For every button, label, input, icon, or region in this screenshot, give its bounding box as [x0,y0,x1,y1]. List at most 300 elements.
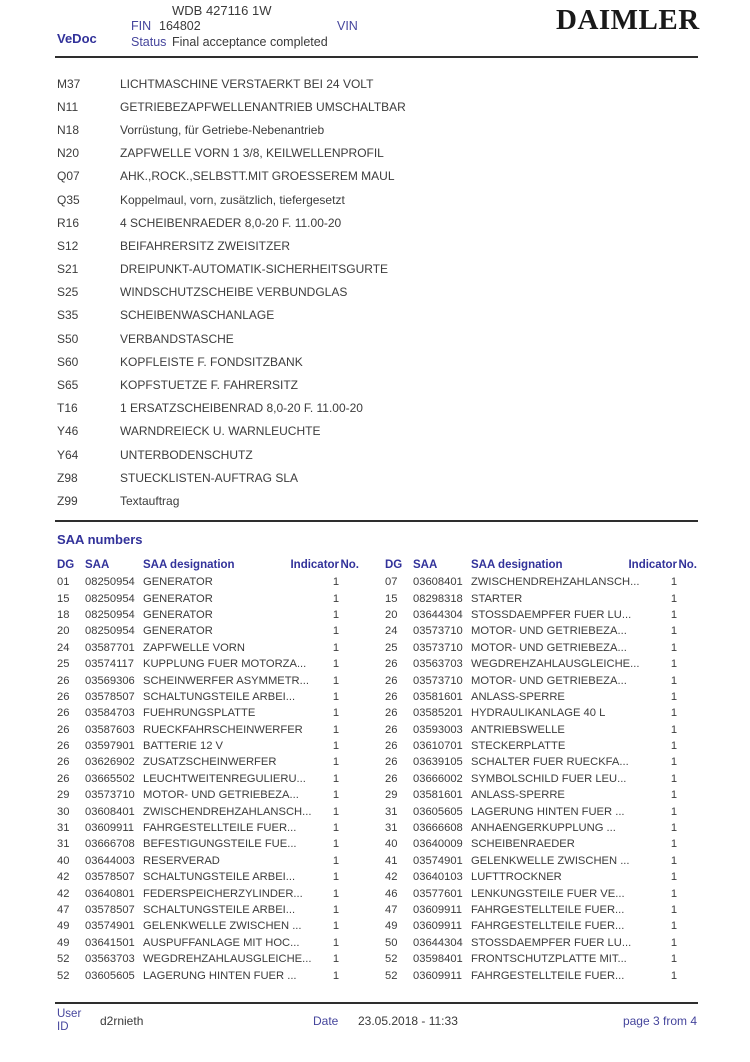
saa-row [57,705,359,721]
saa-row [57,607,359,623]
saa-section-title: SAA numbers [57,532,143,547]
saa-row-no: 1 [332,772,340,785]
saa-row-saa: 03605605 [413,805,463,818]
saa-row-saa: 03574901 [85,920,135,933]
saa-row-no: 1 [332,920,340,933]
saa-row [385,967,697,983]
equipment-code-row [57,118,657,141]
saa-row-designation: FAHRGESTELLTEILE FUER... [471,969,625,982]
column-header-saa: SAA [85,559,110,571]
saa-row [385,853,697,869]
saa-row-no: 1 [670,674,678,687]
saa-row [385,705,697,721]
date-value: 23.05.2018 - 11:33 [358,1014,458,1028]
saa-row-dg: 26 [385,740,398,753]
saa-row-dg: 31 [57,822,70,835]
saa-row-no: 1 [332,969,340,982]
saa-row [57,820,359,836]
equipment-code-row [57,142,657,165]
saa-row-saa: 03666002 [413,772,463,785]
saa-row-saa: 03585201 [413,707,463,720]
saa-row-designation: STECKERPLATTE [471,740,566,753]
equipment-code-row-designation: ZAPFWELLE VORN 1 3/8, KEILWELLENPROFIL [120,146,384,161]
equipment-code-row-code: S25 [57,285,79,300]
saa-row-no: 1 [670,690,678,703]
equipment-code-row [57,373,657,396]
saa-table-right-body [385,574,697,984]
saa-row [385,754,697,770]
saa-row-dg: 47 [57,904,70,916]
saa-row-dg: 52 [57,969,70,982]
saa-row-designation: FEDERSPEICHERZYLINDER... [143,887,303,900]
equipment-code-row-designation: SCHEIBENWASCHANLAGE [120,308,275,323]
saa-row-dg: 50 [385,936,398,949]
saa-row-no: 1 [670,936,678,949]
saa-row-dg: 18 [57,608,70,621]
saa-row-dg: 31 [385,822,398,835]
saa-row-designation: ANHAENGERKUPPLUNG ... [471,822,616,835]
vin-label: VIN [337,19,358,33]
saa-row-designation: STARTER [471,592,523,605]
equipment-code-row-code: R16 [57,215,80,230]
saa-row-no: 1 [332,740,340,753]
saa-row-saa: 03608401 [413,576,463,589]
saa-row-no: 1 [670,576,678,589]
saa-row-designation: LAGERUNG HINTEN FUER ... [471,805,625,818]
saa-row-dg: 40 [385,838,398,851]
saa-row-designation: SCHALTUNGSTEILE ARBEI... [143,904,296,916]
equipment-code-row-designation: 1 ERSATZSCHEIBENRAD 8,0-20 F. 11.00-20 [120,401,363,416]
saa-row-saa: 03609911 [413,969,462,982]
saa-row-dg: 24 [57,641,70,654]
saa-row-dg: 26 [57,756,70,769]
saa-row-no: 1 [332,887,340,900]
equipment-code-row [57,211,657,234]
column-header-indicator: Indicator [290,559,340,571]
saa-row-dg: 46 [385,887,398,900]
saa-row-no: 1 [332,904,340,916]
equipment-code-row-designation: DREIPUNKT-AUTOMATIK-SICHERHEITSGURTE [120,262,389,277]
saa-row-saa: 03639105 [413,756,463,769]
saa-row-saa: 03573710 [413,641,463,654]
equipment-code-row-code: N18 [57,122,80,137]
equipment-code-row [57,489,657,512]
column-header-designation: SAA designation [471,559,563,571]
saa-row [57,672,359,688]
saa-row-saa: 03640801 [85,887,135,900]
daimler-logo: DAIMLER [556,4,700,36]
column-header-indicator: Indicator [628,559,678,571]
saa-row-dg: 26 [385,772,398,785]
saa-row-no: 1 [332,707,340,720]
saa-row-no: 1 [670,592,678,605]
saa-row [385,640,697,656]
equipment-code-row [57,188,657,211]
saa-row-saa: 03609911 [85,822,134,835]
saa-row-dg: 41 [385,854,398,867]
saa-row-designation: MOTOR- UND GETRIEBEZA... [471,625,627,638]
equipment-code-row-designation: WINDSCHUTZSCHEIBE VERBUNDGLAS [120,285,348,300]
saa-row-dg: 26 [385,707,398,720]
saa-row-designation: ZAPFWELLE VORN [143,641,245,654]
user-id-value: d2rnieth [100,1014,144,1028]
saa-row-designation: GELENKWELLE ZWISCHEN ... [143,920,302,933]
saa-row-saa: 03640103 [413,871,463,884]
saa-row-saa: 03605605 [85,969,135,982]
equipment-code-row-code: Z98 [57,470,78,485]
saa-row-saa: 03563703 [413,658,463,671]
equipment-code-row-code: S21 [57,262,79,277]
equipment-code-row [57,72,657,95]
saa-row [57,836,359,852]
saa-row-dg: 26 [385,756,398,769]
equipment-code-row [57,281,657,304]
saa-row-dg: 26 [385,674,398,687]
saa-row-saa: 03581601 [413,690,463,703]
saa-row-designation: MOTOR- UND GETRIEBEZA... [471,641,627,654]
saa-table-right [385,556,697,984]
saa-row [385,935,697,951]
saa-row-designation: ANLASS-SPERRE [471,690,565,703]
equipment-code-row [57,95,657,118]
equipment-code-row-designation: VERBANDSTASCHE [120,331,234,346]
saa-row-dg: 20 [385,608,398,621]
vehicle-model-number: WDB 427116 1W [172,3,272,18]
saa-row-no: 1 [670,625,678,638]
saa-row-no: 1 [332,953,340,966]
saa-row-saa: 03581601 [413,789,463,802]
saa-row-saa: 08250954 [85,576,135,589]
saa-row [385,623,697,639]
saa-row-no: 1 [670,838,678,851]
saa-row [385,787,697,803]
equipment-code-row-code: Y64 [57,447,79,462]
equipment-code-row-designation: AHK.,ROCK.,SELBSTT.MIT GROESSEREM MAUL [120,169,395,184]
fin-label: FIN [131,19,152,33]
saa-row-dg: 47 [385,904,398,916]
saa-row-designation: SCHALTUNGSTEILE ARBEI... [143,871,296,884]
saa-row-dg: 01 [57,576,70,589]
saa-row-saa: 03644003 [85,854,135,867]
saa-row-no: 1 [332,756,340,769]
saa-row [57,951,359,967]
saa-row-saa: 03574117 [85,658,134,671]
saa-row-no: 1 [332,576,340,589]
saa-row-dg: 26 [57,723,70,736]
status-label: Status [131,35,167,49]
saa-row-saa: 03573710 [85,789,135,802]
saa-row-designation: LAGERUNG HINTEN FUER ... [143,969,297,982]
saa-row-dg: 26 [385,658,398,671]
saa-row [57,574,359,590]
saa-row [57,935,359,951]
saa-row-dg: 07 [385,576,398,589]
saa-row [385,902,697,918]
saa-row [57,771,359,787]
saa-row [385,590,697,606]
saa-row-designation: MOTOR- UND GETRIEBEZA... [471,674,627,687]
saa-row-designation: FAHRGESTELLTEILE FUER... [471,904,625,916]
saa-row [385,836,697,852]
saa-row-designation: BATTERIE 12 V [143,740,223,753]
saa-row [385,738,697,754]
saa-row-dg: 42 [57,871,70,884]
saa-row-designation: MOTOR- UND GETRIEBEZA... [143,789,299,802]
saa-row-dg: 26 [57,674,70,687]
equipment-code-row [57,304,657,327]
saa-row-no: 1 [670,608,678,621]
saa-row-no: 1 [332,871,340,884]
saa-row-dg: 42 [385,871,398,884]
saa-table-left [57,556,359,984]
saa-row-no: 1 [332,723,340,736]
saa-row [385,951,697,967]
saa-row-dg: 26 [385,690,398,703]
saa-row-no: 1 [332,690,340,703]
saa-row-dg: 26 [57,690,70,703]
equipment-code-row-designation: WARNDREIECK U. WARNLEUCHTE [120,424,321,439]
saa-row-dg: 52 [57,953,70,966]
equipment-code-row-designation: UNTERBODENSCHUTZ [120,447,253,462]
saa-row-designation: WEGDREHZAHLAUSGLEICHE... [471,658,640,671]
equipment-code-row-designation: Textauftrag [120,493,180,508]
saa-row-no: 1 [332,936,340,949]
saa-row [385,574,697,590]
saa-row-saa: 03609911 [413,920,462,933]
saa-row-designation: FRONTSCHUTZPLATTE MIT... [471,953,627,966]
saa-row-saa: 03563703 [85,953,135,966]
header-divider [55,56,698,58]
app-title: VeDoc [57,31,97,46]
date-label: Date [313,1014,339,1028]
page-indicator: page 3 from 4 [622,1014,697,1028]
saa-row-saa: 03587603 [85,723,135,736]
saa-row-dg: 52 [385,953,398,966]
saa-row-no: 1 [670,871,678,884]
saa-row-saa: 03584703 [85,707,135,720]
saa-row-designation: FUEHRUNGSPLATTE [143,707,256,720]
saa-row-saa: 03665502 [85,772,135,785]
equipment-code-row [57,420,657,443]
column-header-dg: DG [57,559,75,571]
saa-section-divider [55,520,698,522]
equipment-code-row-code: S12 [57,238,79,253]
saa-row-saa: 08250954 [85,608,135,621]
equipment-code-row [57,443,657,466]
saa-row-dg: 49 [57,920,70,933]
saa-row-designation: RUECKFAHRSCHEINWERFER [143,723,303,736]
saa-row-saa: 03610701 [413,740,463,753]
equipment-code-row-code: S65 [57,378,79,393]
saa-table-right-header [385,556,697,574]
saa-row-designation: STOSSDAEMPFER FUER LU... [471,936,632,949]
saa-row-no: 1 [332,822,340,835]
saa-row-dg: 26 [57,740,70,753]
saa-row-dg: 30 [57,805,70,818]
equipment-code-row [57,327,657,350]
saa-row-saa: 03644304 [413,608,463,621]
saa-row-dg: 15 [57,592,70,605]
saa-row-designation: ZWISCHENDREHZAHLANSCH... [471,576,640,589]
saa-row-saa: 03573710 [413,625,463,638]
equipment-code-row-designation: LICHTMASCHINE VERSTAERKT BEI 24 VOLT [120,76,374,91]
equipment-code-row-designation: KOPFSTUETZE F. FAHRERSITZ [120,378,299,393]
saa-row-saa: 03577601 [413,887,463,900]
saa-row-no: 1 [670,707,678,720]
saa-row-saa: 08298318 [413,592,463,605]
equipment-code-row-code: S60 [57,354,79,369]
saa-table-left-header [57,556,359,574]
saa-row-designation: SYMBOLSCHILD FUER LEU... [471,772,627,785]
saa-row-dg: 26 [57,772,70,785]
saa-row-designation: FAHRGESTELLTEILE FUER... [471,920,625,933]
saa-row-no: 1 [332,658,340,671]
saa-row-saa: 03574901 [413,854,463,867]
saa-row-dg: 40 [57,854,70,867]
saa-row-dg: 15 [385,592,398,605]
saa-row [385,672,697,688]
saa-row-dg: 25 [57,658,70,671]
equipment-code-row-designation: KOPFLEISTE F. FONDSITZBANK [120,354,303,369]
saa-row-designation: SCHALTUNGSTEILE ARBEI... [143,690,296,703]
saa-row-dg: 25 [385,641,398,654]
saa-row-designation: LUFTTROCKNER [471,871,562,884]
saa-row-designation: STOSSDAEMPFER FUER LU... [471,608,632,621]
saa-row [57,967,359,983]
saa-row [385,771,697,787]
saa-row-designation: KUPPLUNG FUER MOTORZA... [143,658,307,671]
saa-row-no: 1 [670,854,678,867]
column-header-dg: DG [385,559,403,571]
saa-row-saa: 03641501 [85,936,135,949]
saa-row-no: 1 [332,608,340,621]
saa-row-saa: 08250954 [85,625,135,638]
saa-row-no: 1 [670,789,678,802]
saa-row [57,853,359,869]
saa-row-no: 1 [670,756,678,769]
saa-row-designation: SCHEIBENRAEDER [471,838,575,851]
saa-row-saa: 08250954 [85,592,135,605]
saa-row-designation: FAHRGESTELLTEILE FUER... [143,822,297,835]
equipment-code-row-designation: STUECKLISTEN-AUFTRAG SLA [120,470,299,485]
status-value: Final acceptance completed [172,35,328,49]
equipment-code-row-designation: BEIFAHRERSITZ ZWEISITZER [120,238,291,253]
saa-row-saa: 03587701 [85,641,135,654]
saa-row-designation: AUSPUFFANLAGE MIT HOC... [143,936,300,949]
saa-row-no: 1 [670,904,678,916]
saa-row-no: 1 [670,723,678,736]
equipment-code-row-designation: Koppelmaul, vorn, zusätzlich, tiefergesetzt [120,192,345,207]
saa-row-no: 1 [332,838,340,851]
saa-row [385,869,697,885]
saa-row-designation: ANTRIEBSWELLE [471,723,565,736]
saa-row-dg: 29 [57,789,70,802]
saa-row-designation: ZWISCHENDREHZAHLANSCH... [143,805,312,818]
fin-value: 164802 [159,19,201,33]
saa-row-saa: 03666608 [413,822,463,835]
saa-row [385,820,697,836]
saa-row-no: 1 [670,658,678,671]
equipment-code-row-designation: 4 SCHEIBENRAEDER 8,0-20 F. 11.00-20 [120,215,342,230]
saa-row [57,787,359,803]
equipment-code-row-code: N20 [57,146,80,161]
saa-row-no: 1 [670,953,678,966]
equipment-code-row-code: M37 [57,76,81,91]
saa-row-designation: BEFESTIGUNGSTEILE FUE... [143,838,297,851]
saa-row-designation: ZUSATZSCHEINWERFER [143,756,277,769]
saa-row-dg: 31 [57,838,70,851]
saa-row [57,754,359,770]
saa-row-designation: GENERATOR [143,625,213,638]
saa-row-saa: 03626902 [85,756,135,769]
saa-row-no: 1 [332,674,340,687]
saa-row-saa: 03640009 [413,838,463,851]
column-header-saa: SAA [413,559,438,571]
saa-row [57,656,359,672]
equipment-code-row [57,165,657,188]
saa-row-saa: 03578507 [85,904,135,916]
saa-row-designation: SCHEINWERFER ASYMMETR... [143,674,309,687]
user-id-label: User ID [57,1008,82,1033]
saa-row-saa: 03666708 [85,838,135,851]
saa-row-no: 1 [332,805,340,818]
saa-table-left-body [57,574,359,984]
saa-row [385,885,697,901]
equipment-code-row-designation: Vorrüstung, für Getriebe-Nebenantrieb [120,122,325,137]
saa-row-dg: 26 [385,723,398,736]
saa-row-dg: 20 [57,625,70,638]
saa-row [385,918,697,934]
saa-row-dg: 52 [385,969,398,982]
equipment-code-row-code: Q07 [57,169,80,184]
saa-row-no: 1 [332,641,340,654]
saa-row-no: 1 [670,641,678,654]
saa-row-no: 1 [670,887,678,900]
equipment-code-row [57,234,657,257]
saa-row-dg: 49 [57,936,70,949]
saa-row [57,590,359,606]
saa-row-no: 1 [332,789,340,802]
saa-row-designation: SCHALTER FUER RUECKFA... [471,756,629,769]
saa-row-designation: LENKUNGSTEILE FUER VE... [471,887,625,900]
saa-row-saa: 03608401 [85,805,135,818]
saa-row [57,623,359,639]
equipment-code-list [57,72,657,513]
saa-row-designation: WEGDREHZAHLAUSGLEICHE... [143,953,312,966]
equipment-code-row-code: T16 [57,401,78,416]
saa-row-no: 1 [670,740,678,753]
saa-row-designation: GELENKWELLE ZWISCHEN ... [471,854,630,867]
saa-row-designation: HYDRAULIKANLAGE 40 L [471,707,606,720]
column-header-designation: SAA designation [143,559,235,571]
saa-row-saa: 03597901 [85,740,135,753]
equipment-code-row-code: S50 [57,331,79,346]
saa-row-designation: ANLASS-SPERRE [471,789,565,802]
saa-row-no: 1 [670,969,678,982]
saa-row [57,689,359,705]
saa-row-dg: 31 [385,805,398,818]
saa-row-saa: 03609911 [413,904,462,916]
equipment-code-row [57,258,657,281]
saa-row-saa: 03644304 [413,936,463,949]
saa-row [57,722,359,738]
saa-row-saa: 03573710 [413,674,463,687]
saa-row [57,869,359,885]
saa-row-dg: 42 [57,887,70,900]
saa-row [57,803,359,819]
equipment-code-row [57,350,657,373]
equipment-code-row-code: Y46 [57,424,79,439]
